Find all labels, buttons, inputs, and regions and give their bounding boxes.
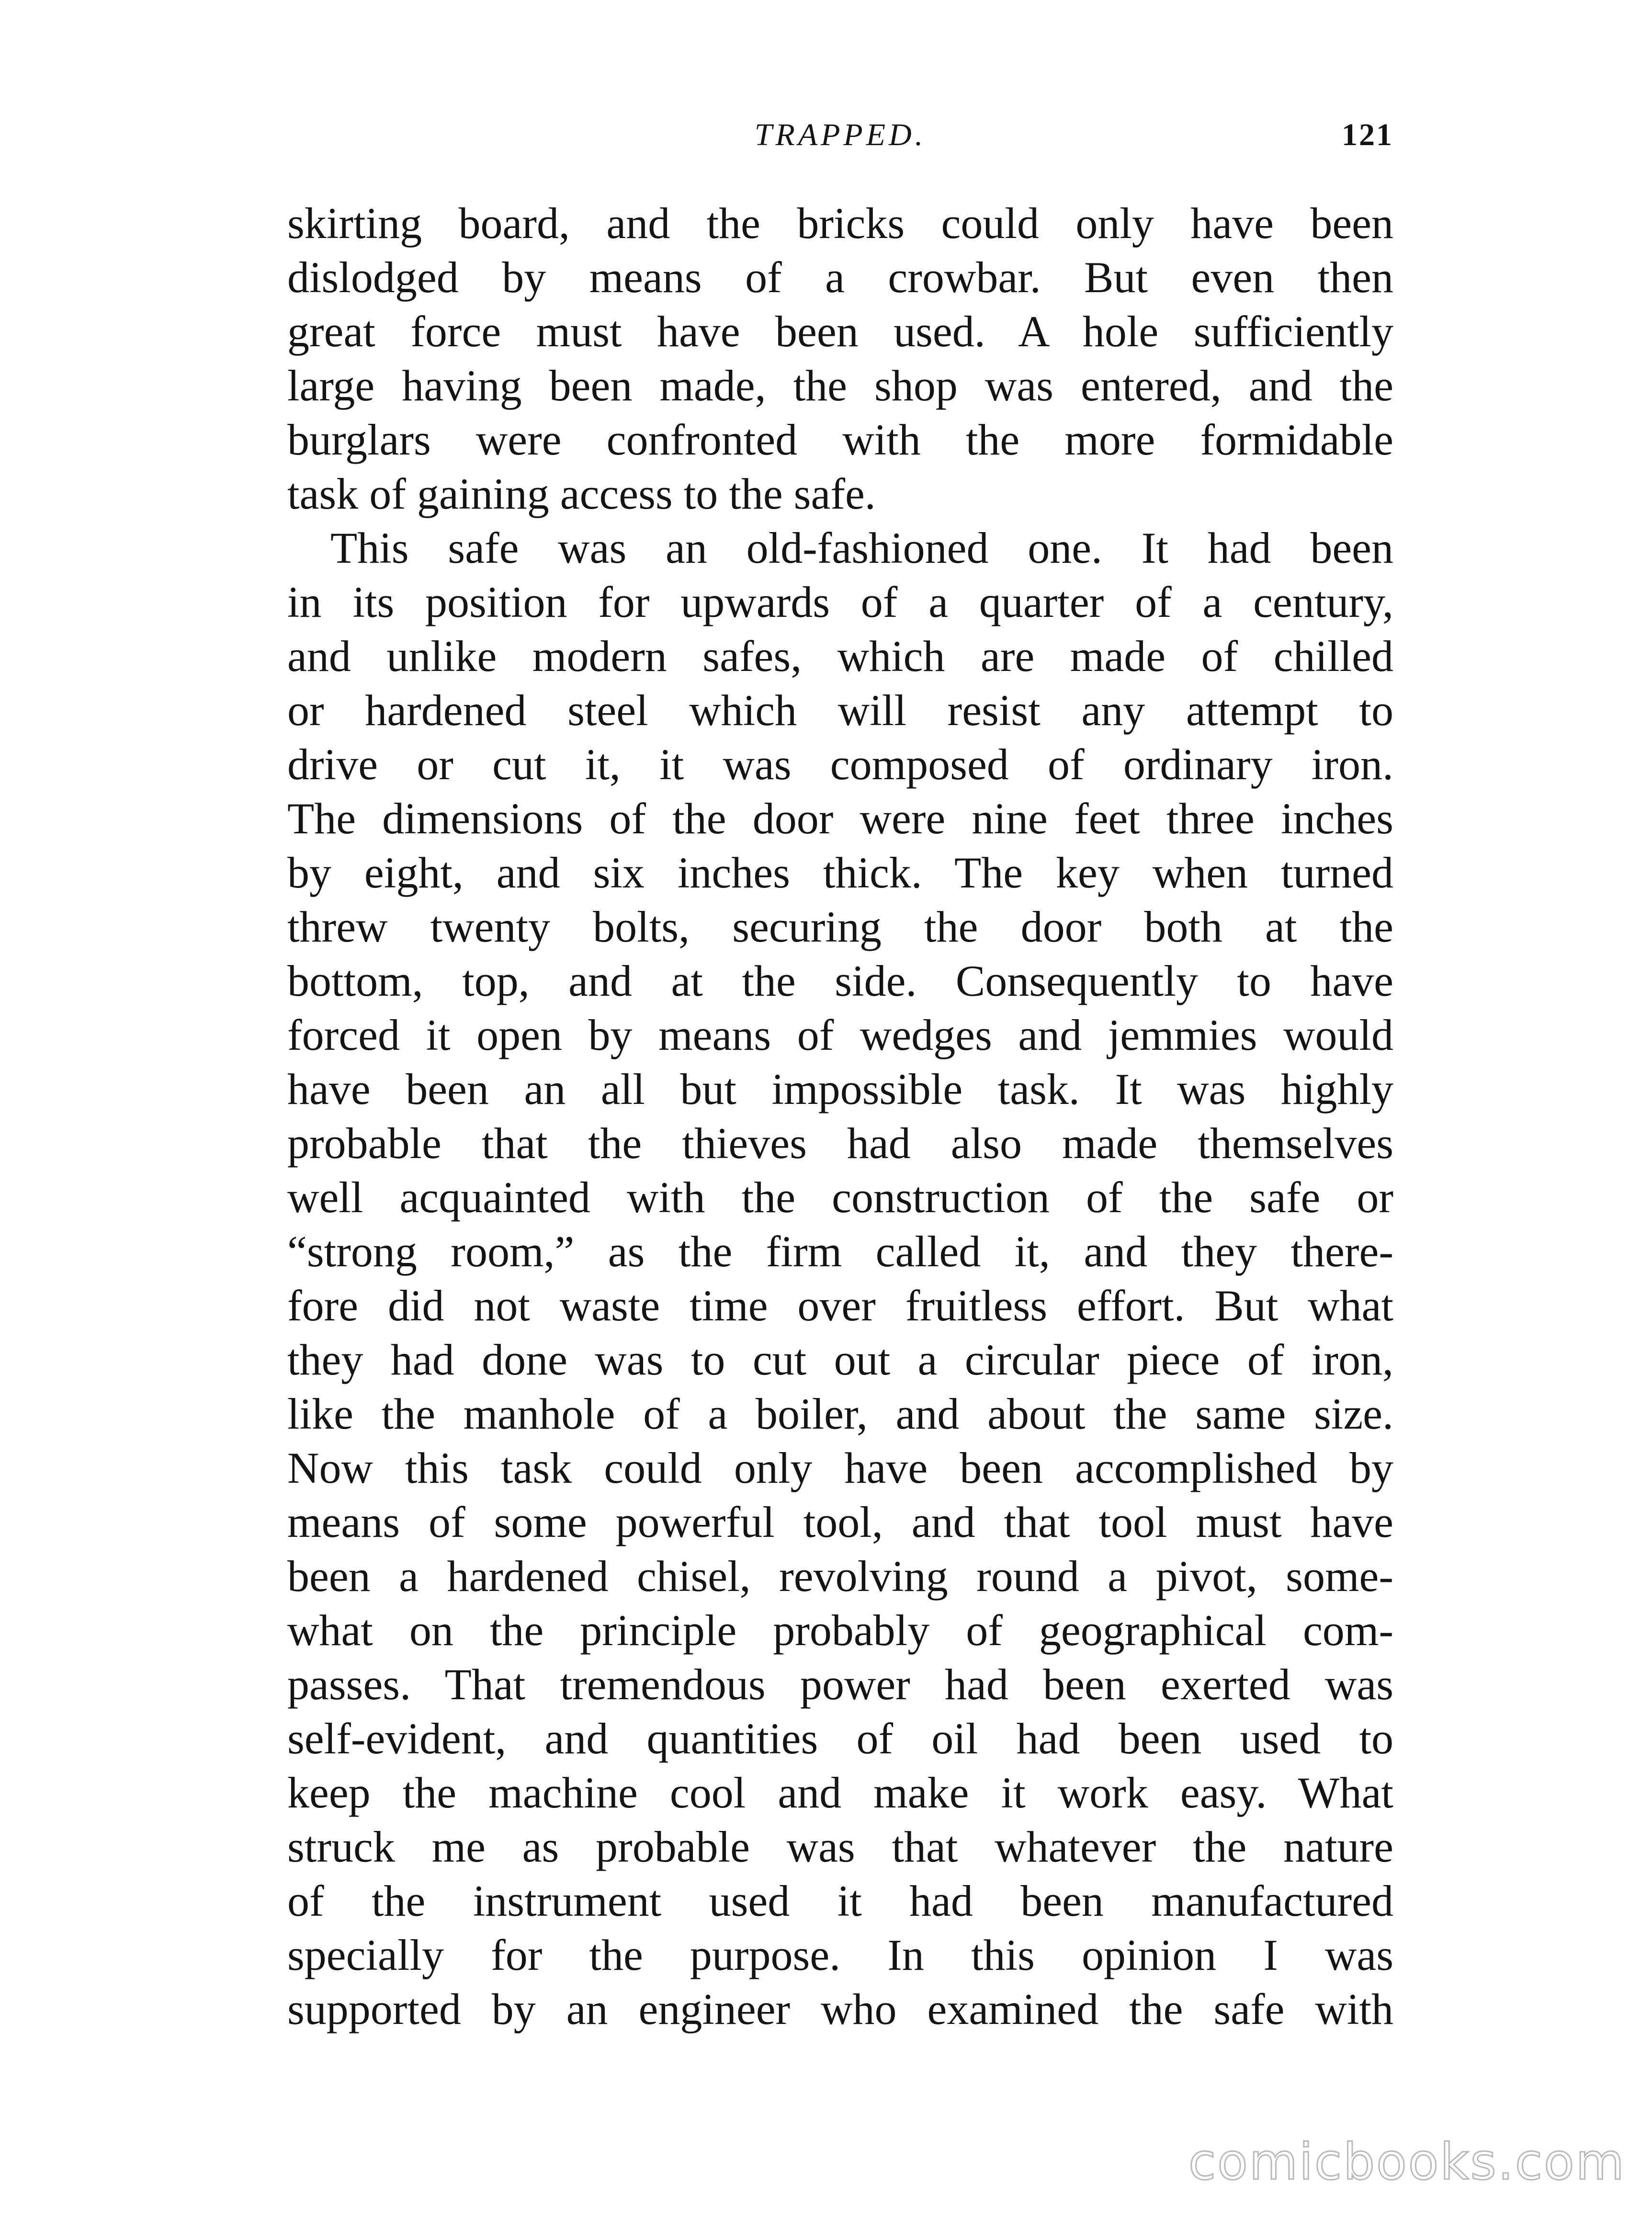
text-line: forced it open by means of wedges and jemmies would xyxy=(287,1011,1393,1059)
text-line: and unlike modern safes, which are made of chilled xyxy=(287,632,1393,681)
text-line: drive or cut it, it was composed of ordinary iron. xyxy=(287,740,1393,789)
text-line: have been an all but impossible task. It was highly xyxy=(287,1065,1393,1114)
text-line: or hardened steel which will resist any attempt to xyxy=(287,686,1393,735)
text-line: what on the principle probably of geographical com- xyxy=(287,1606,1393,1655)
text-line: specially for the purpose. In this opinion I was xyxy=(287,1931,1393,1979)
text-line: “strong room,” as the firm called it, and they there- xyxy=(287,1227,1393,1276)
text-line: supported by an engineer who examined the safe with xyxy=(287,1985,1393,2034)
text-line: like the manhole of a boiler, and about the same size. xyxy=(287,1389,1393,1438)
text-line: of the instrument used it had been manufactured xyxy=(287,1876,1393,1925)
text-line: self-evident, and quantities of oil had been used to xyxy=(287,1714,1393,1763)
text-line: large having been made, the shop was entered, and the xyxy=(287,361,1393,410)
text-line: Now this task could only have been accomplished by xyxy=(287,1443,1393,1492)
page-number: 121 xyxy=(1342,117,1393,152)
text-line: means of some powerful tool, and that tool must have xyxy=(287,1498,1393,1546)
text-line: burglars were confronted with the more formidable xyxy=(287,415,1393,464)
text-line: threw twenty bolts, securing the door both at the xyxy=(287,902,1393,951)
text-line: probable that the thieves had also made themselves xyxy=(287,1119,1393,1168)
text-line: This safe was an old-fashioned one. It had been xyxy=(330,523,1393,572)
text-line: in its position for upwards of a quarter of a century, xyxy=(287,578,1393,626)
text-line: skirting board, and the bricks could only have been xyxy=(287,199,1393,248)
text-line: great force must have been used. A hole sufficiently xyxy=(287,307,1393,356)
text-line: been a hardened chisel, revolving round a pivot, some- xyxy=(287,1552,1393,1601)
text-line: struck me as probable was that whatever the nature xyxy=(287,1822,1393,1871)
running-title: TRAPPED. xyxy=(754,117,927,152)
text-line: task of gaining access to the safe. xyxy=(287,469,876,518)
text-line: The dimensions of the door were nine feet three inches xyxy=(287,794,1393,843)
text-line: well acquainted with the construction of the safe or xyxy=(287,1173,1393,1222)
watermark: comicbooks.com xyxy=(1188,2133,1626,2191)
text-line: they had done was to cut out a circular piece of iron, xyxy=(287,1335,1393,1384)
text-line: passes. That tremendous power had been exerted was xyxy=(287,1660,1393,1709)
text-line: dislodged by means of a crowbar. But even then xyxy=(287,253,1393,302)
text-line: fore did not waste time over fruitless effort. But what xyxy=(287,1281,1393,1330)
page-header xyxy=(287,111,1393,159)
text-line: keep the machine cool and make it work easy. What xyxy=(287,1768,1393,1817)
text-line: by eight, and six inches thick. The key when turned xyxy=(287,848,1393,897)
paragraph xyxy=(287,521,1393,2036)
paragraph xyxy=(287,196,1393,521)
body-text xyxy=(287,196,1393,2036)
text-line: bottom, top, and at the side. Consequently to have xyxy=(287,956,1393,1005)
